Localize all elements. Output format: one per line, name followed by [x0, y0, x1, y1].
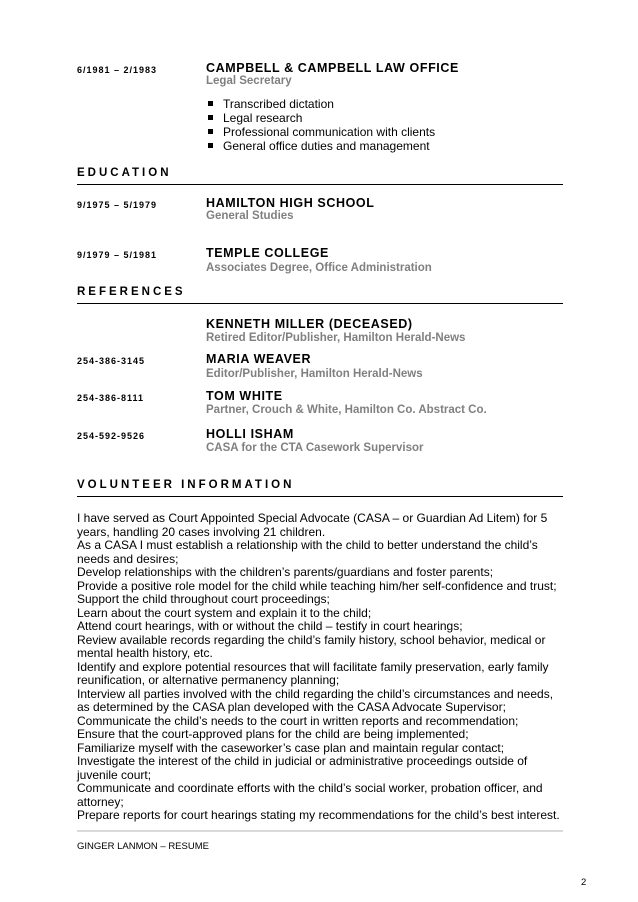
- duty-text: Legal research: [223, 111, 303, 125]
- volunteer-paragraph: Provide a positive role model for the child while teaching him/her self-confidence and trust;: [77, 578, 557, 593]
- volunteer-paragraph: Develop relationships with the children’s parents/guardians and foster parents;: [77, 565, 494, 579]
- section-divider: [77, 303, 563, 304]
- job-title: Legal Secretary: [206, 75, 292, 87]
- volunteer-paragraph: Communicate and coordinate efforts with the child’s social worker, probation officer, and attorney;: [77, 781, 543, 809]
- duty-text: Transcribed dictation: [223, 97, 334, 111]
- reference-name: TOM WHITE: [206, 389, 283, 403]
- section-heading-volunteer: VOLUNTEER INFORMATION: [77, 479, 295, 491]
- volunteer-paragraph: Investigate the interest of the child in judicial or administrative proceedings outside of juvenile court;: [77, 754, 528, 782]
- job-employer: CAMPBELL & CAMPBELL LAW OFFICE: [206, 61, 459, 75]
- volunteer-paragraph: Identify and explore potential resources that will facilitate family preservation, early family reunification, or alternative permanency planning;: [77, 659, 549, 687]
- reference-phone: 254-386-8111: [77, 393, 145, 403]
- volunteer-paragraph: Attend court hearings, with or without the child – testify in court hearings;: [77, 619, 463, 633]
- footer-divider: [77, 830, 563, 832]
- reference-title: Partner, Crouch & White, Hamilton Co. Abstract Co.: [206, 404, 487, 416]
- volunteer-paragraph: Familiarize myself with the caseworker’s case plan and maintain regular contact;: [77, 740, 505, 755]
- volunteer-paragraph: Review available records regarding the child’s family history, school behavior, medical or mental health history, etc.: [77, 632, 546, 660]
- education-dates: 9/1979 – 5/1981: [77, 250, 158, 260]
- reference-name: HOLLI ISHAM: [206, 427, 294, 441]
- section-heading-education: EDUCATION: [77, 167, 172, 179]
- reference-title: Editor/Publisher, Hamilton Herald-News: [206, 368, 423, 380]
- reference-title: CASA for the CTA Casework Supervisor: [206, 442, 424, 454]
- duty-text: General office duties and management: [223, 139, 430, 153]
- bullet-square-icon: [208, 129, 213, 134]
- volunteer-paragraph: I have served as Court Appointed Special Advocate (CASA – or Guardian Ad Litem) for 5 years, handling 20 cases involving 21 children.: [77, 511, 548, 539]
- reference-name: KENNETH MILLER (DECEASED): [206, 317, 413, 331]
- school-name: HAMILTON HIGH SCHOOL: [206, 196, 375, 210]
- school-name: TEMPLE COLLEGE: [206, 246, 329, 260]
- footer-text: GINGER LANMON – RESUME: [77, 841, 209, 852]
- reference-title: Retired Editor/Publisher, Hamilton Herald-News: [206, 332, 466, 344]
- list-item: [206, 97, 435, 111]
- volunteer-paragraph: Ensure that the court-approved plans for the child are being implemented;: [77, 727, 469, 741]
- volunteer-paragraph: Learn about the court system and explain it to the child;: [77, 605, 372, 620]
- bullet-square-icon: [208, 115, 213, 120]
- education-dates: 9/1975 – 5/1979: [77, 200, 158, 210]
- duty-text: Professional communication with clients: [223, 125, 436, 139]
- list-item: [206, 125, 435, 139]
- list-item: [206, 111, 435, 125]
- bullet-square-icon: [208, 101, 213, 106]
- school-program: General Studies: [206, 210, 294, 222]
- bullet-square-icon: [208, 143, 213, 148]
- page-number: 2: [581, 877, 587, 888]
- section-divider: [77, 184, 563, 185]
- reference-phone: 254-386-3145: [77, 356, 146, 366]
- reference-phone: 254-592-9526: [77, 431, 146, 441]
- job-dates: 6/1981 – 2/1983: [77, 65, 158, 75]
- volunteer-paragraph: Communicate the child’s needs to the court in written reports and recommendation;: [77, 713, 519, 728]
- volunteer-paragraph: As a CASA I must establish a relationship with the child to better understand the child’s needs and desires;: [77, 538, 538, 566]
- list-item: [206, 139, 435, 153]
- section-heading-references: REFERENCES: [77, 286, 186, 298]
- school-program: Associates Degree, Office Administration: [206, 262, 432, 274]
- reference-name: MARIA WEAVER: [206, 352, 312, 366]
- section-divider: [77, 496, 563, 497]
- volunteer-body: [77, 512, 562, 823]
- volunteer-paragraph: Interview all parties involved with the child regarding the child’s circumstances and needs, as determined by the CASA plan developed with the CASA Advocate Supervisor;: [77, 686, 554, 714]
- volunteer-paragraph: Prepare reports for court hearings stating my recommendations for the child’s best interest.: [77, 808, 560, 822]
- volunteer-paragraph: Support the child throughout court proceedings;: [77, 592, 330, 606]
- job-duties-list: [206, 97, 435, 153]
